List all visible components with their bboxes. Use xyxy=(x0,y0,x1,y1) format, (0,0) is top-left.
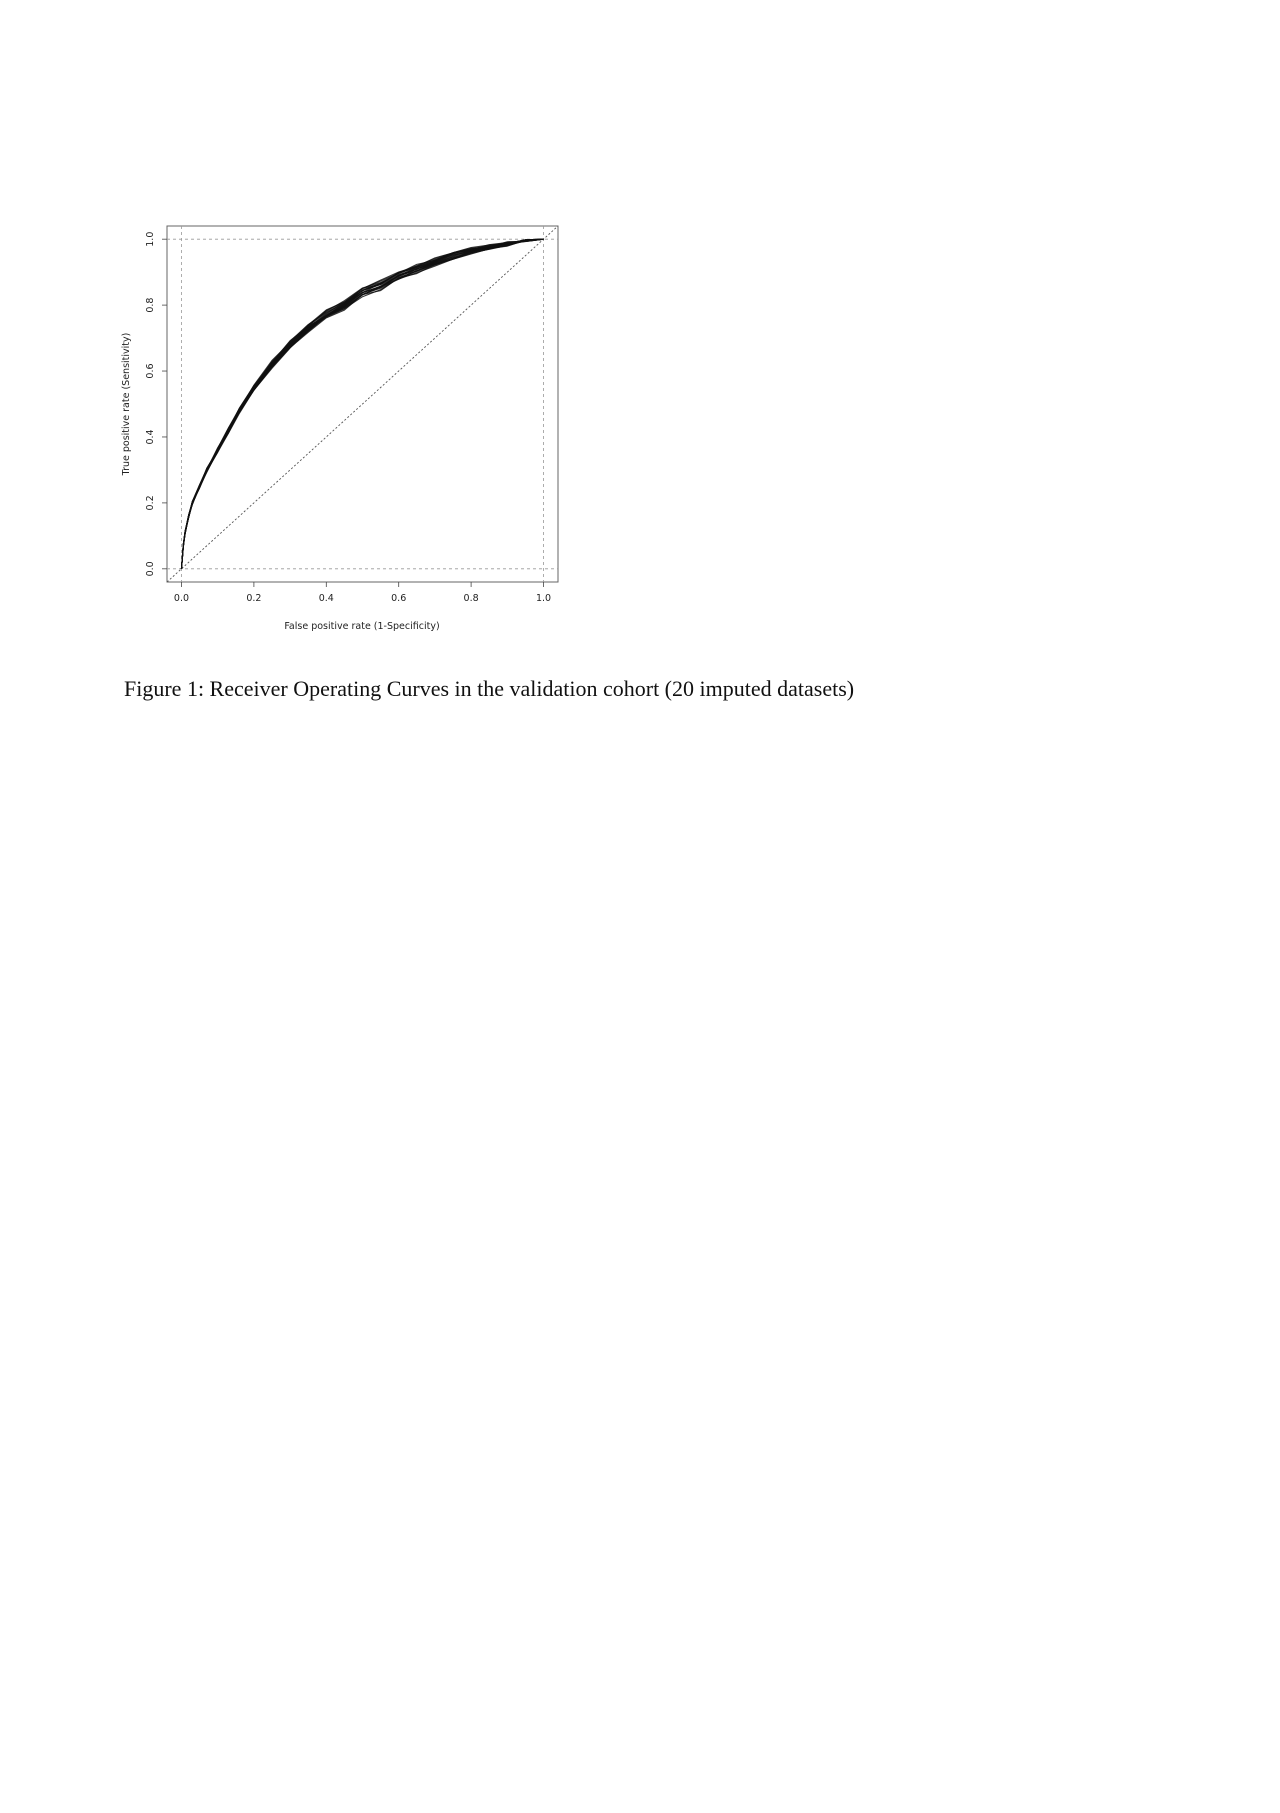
roc-chart xyxy=(115,215,585,645)
y-tick-label-2: 0.4 xyxy=(145,429,156,445)
x-tick-label-5: 1.0 xyxy=(535,593,552,604)
y-tick-label-4: 0.8 xyxy=(145,297,156,313)
x-axis xyxy=(174,582,551,604)
y-tick-label-3: 0.6 xyxy=(145,363,156,379)
x-tick-label-4: 0.8 xyxy=(463,593,479,604)
x-tick-label-3: 0.6 xyxy=(391,593,407,604)
y-axis xyxy=(145,232,167,577)
y-axis-label: True positive rate (Sensitivity) xyxy=(121,332,132,476)
diagonal-reference-line xyxy=(167,226,558,582)
x-axis-label: False positive rate (1-Specificity) xyxy=(284,621,440,632)
roc-figure xyxy=(115,215,585,645)
x-tick-label-1: 0.2 xyxy=(246,593,262,604)
reference-lines xyxy=(167,226,558,582)
y-tick-label-1: 0.2 xyxy=(145,495,156,511)
figure-caption: Figure 1: Receiver Operating Curves in the validation cohort (20 imputed datasets) xyxy=(124,676,855,701)
y-tick-label-5: 1.0 xyxy=(145,231,156,247)
y-tick-label-0: 0.0 xyxy=(145,561,156,577)
x-tick-label-0: 0.0 xyxy=(173,593,190,604)
x-tick-label-2: 0.4 xyxy=(318,593,334,604)
